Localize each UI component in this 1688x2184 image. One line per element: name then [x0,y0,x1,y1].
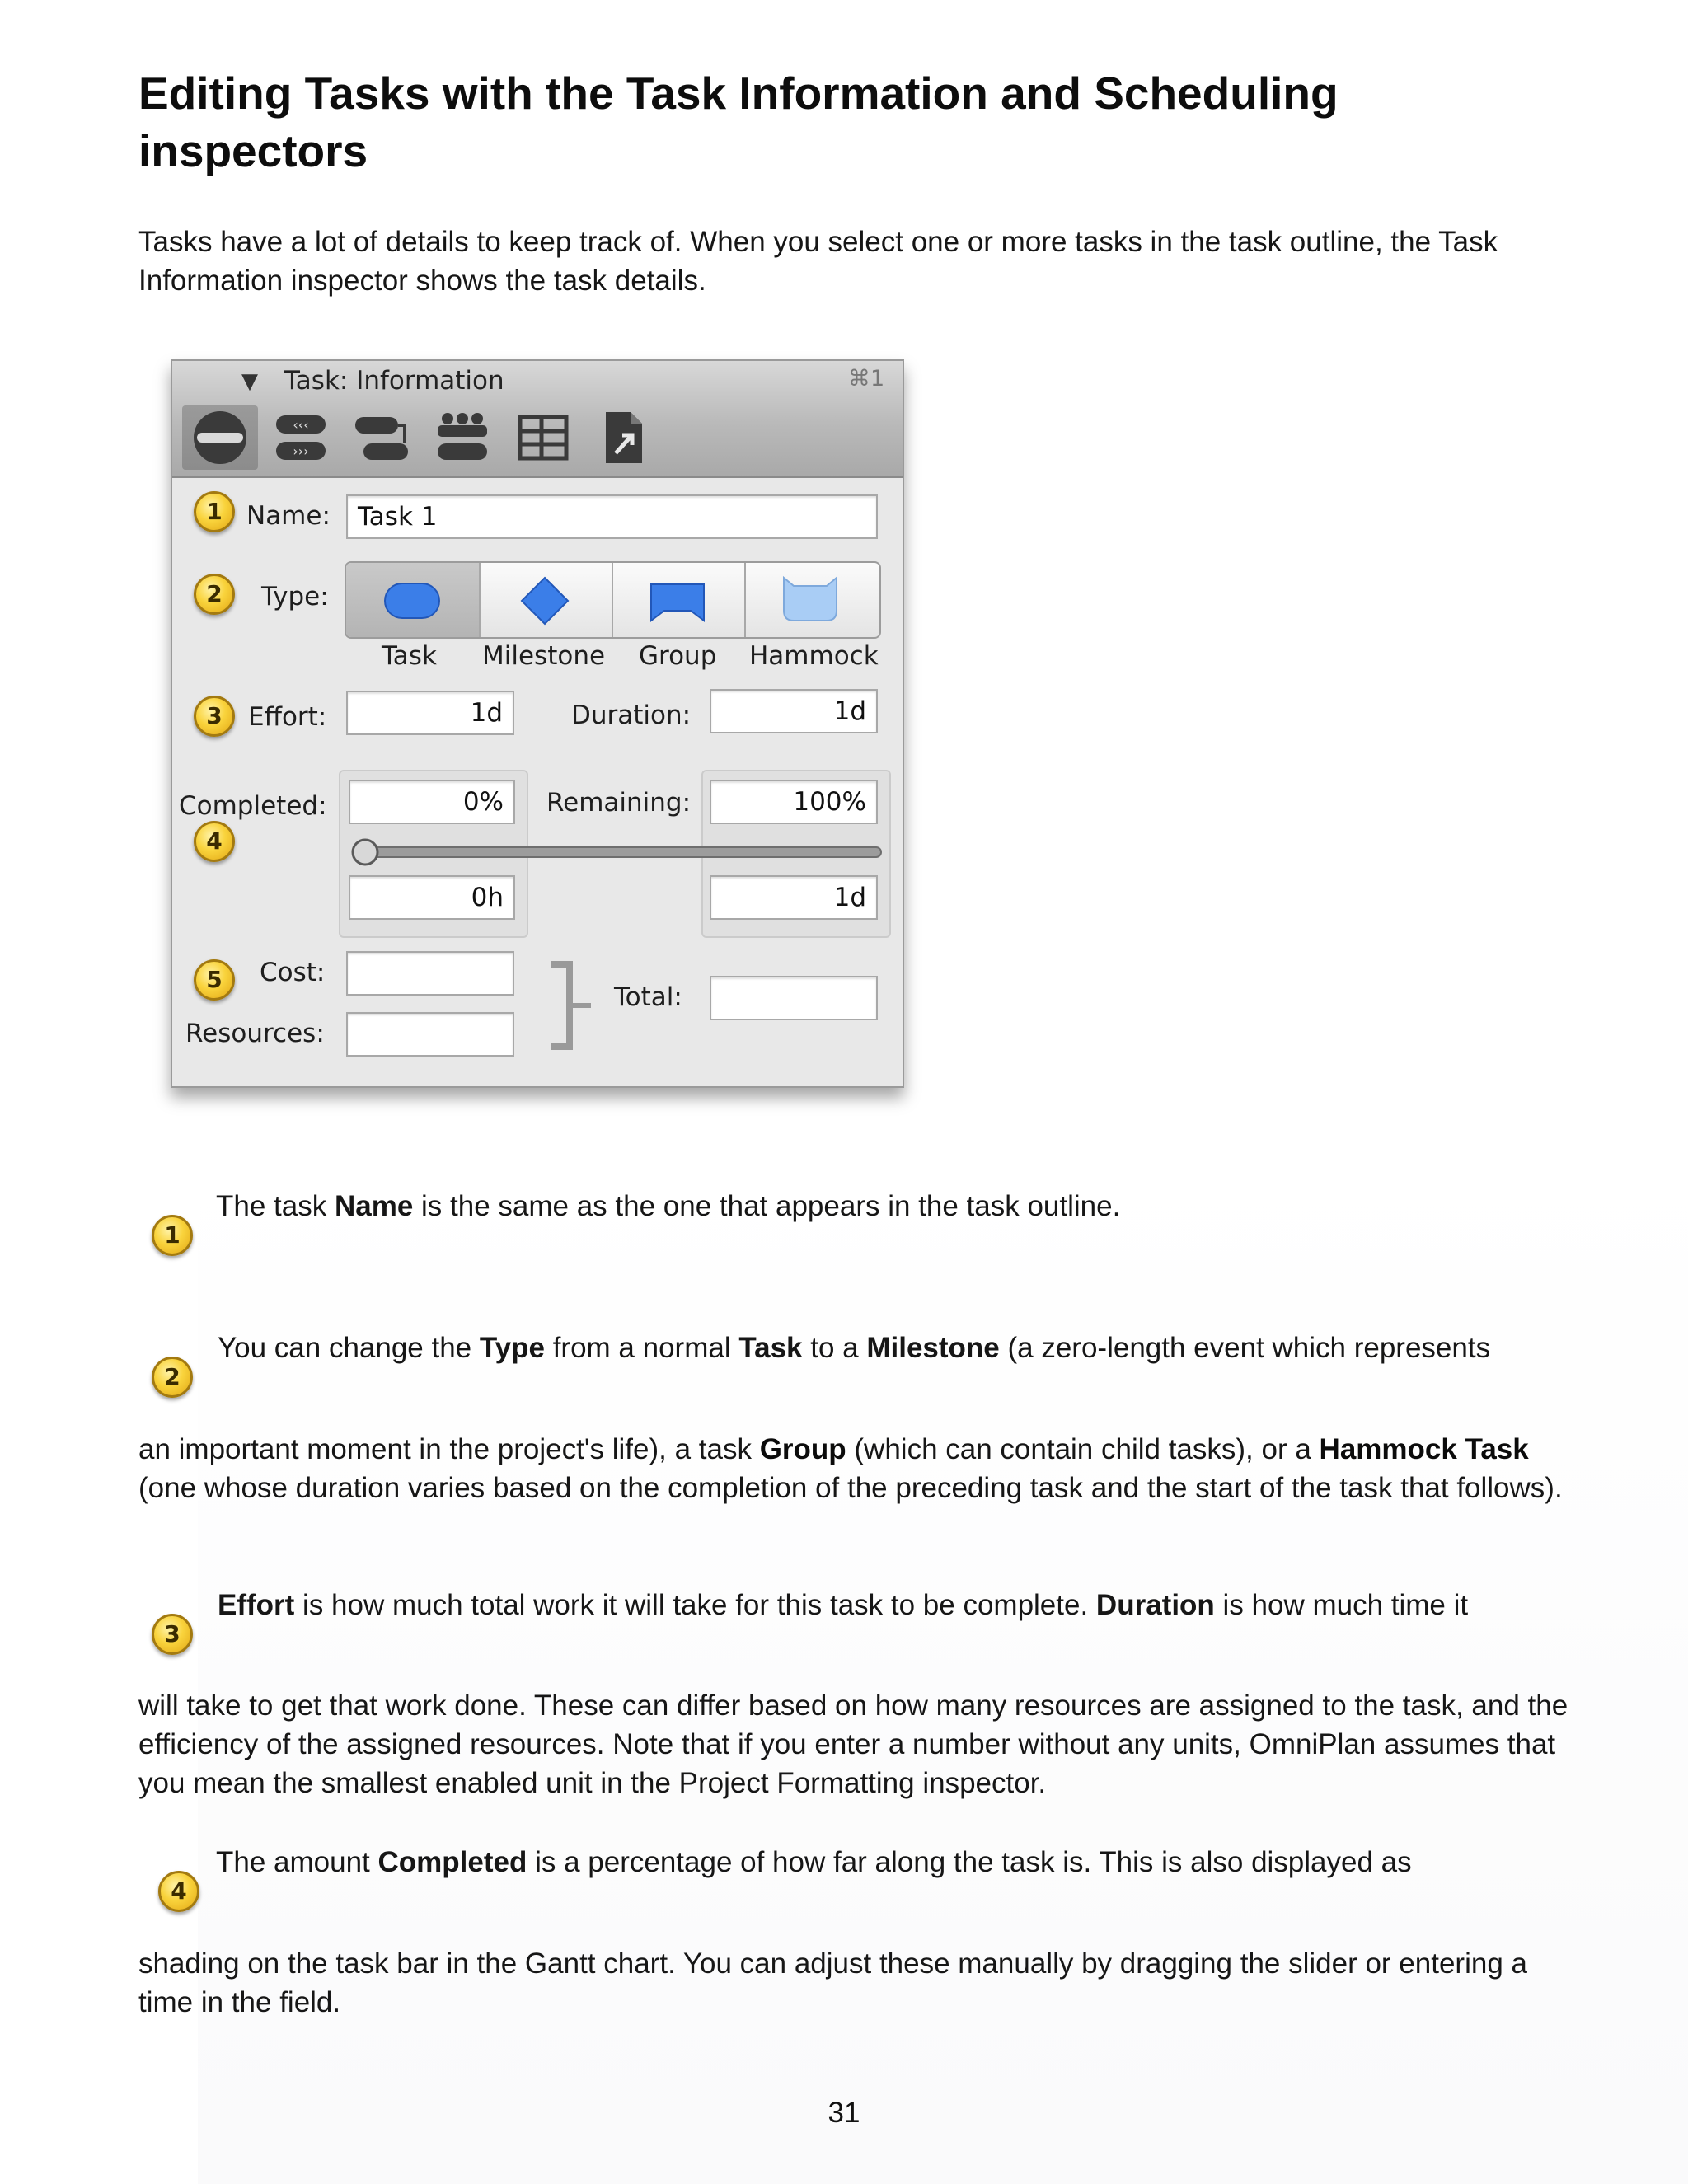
callout-3-first-line: Effort is how much total work it will take for this task to be complete. Duration is how much time it [218,1589,1469,1621]
callout-badge-4: 4 [194,821,235,862]
remaining-label: Remaining: [546,788,692,818]
task-information-inspector [171,359,904,1088]
type-label: Type: [261,582,329,612]
sum-bracket-icon [548,961,606,1052]
scheduling-icon[interactable] [271,409,331,466]
effort-field[interactable]: 1d [346,691,514,735]
cost-label: Cost: [260,958,326,987]
callout-4-continuation: shading on the task bar in the Gantt chart. You can adjust these manually by dragging the slider or entering a time in the field. [138,1947,1527,2018]
callout-2-first-line: You can change the Type from a normal Task to a Milestone (a zero-length event which represents [218,1332,1491,1364]
completion-slider[interactable] [345,836,889,869]
type-hammock-option[interactable] [744,563,877,637]
type-group-caption: Group [639,641,717,671]
resources-field[interactable] [346,1012,514,1057]
duration-field[interactable]: 1d [710,689,878,733]
callout-badge-2: 2 [194,574,235,615]
inspector-header [172,361,903,478]
page-number: 31 [828,2097,860,2129]
milestone-diamond-icon [479,563,612,637]
page-background [198,1154,1688,2184]
group-bracket-icon [612,563,744,637]
name-field[interactable]: Task 1 [346,494,878,539]
intro-paragraph: Tasks have a lot of details to keep track of. When you select one or more tasks in the task outline, the Task Information inspector shows the task details. [138,226,1498,297]
svg-text:›››: ››› [293,443,309,459]
name-label: Name: [246,501,331,531]
remaining-percent-field[interactable]: 100% [710,780,878,824]
callout-badge-1: 1 [152,1215,193,1256]
task-info-icon[interactable] [190,409,250,466]
completed-hours-field[interactable]: 0h [349,875,515,920]
inspector-title: Task: Information [284,366,504,396]
callout-badge-5: 5 [194,959,235,1001]
shortcut-label: ⌘1 [848,366,885,391]
disclosure-triangle-icon[interactable]: ▼ [241,369,258,394]
hammock-icon [744,563,877,637]
completed-label: Completed: [179,791,327,821]
table-icon[interactable] [513,409,573,466]
type-milestone-caption: Milestone [482,641,606,671]
task-shape-icon [346,563,479,637]
svg-text:‹‹‹: ‹‹‹ [293,417,309,433]
callout-badge-3: 3 [152,1614,193,1655]
type-group-option[interactable] [612,563,746,637]
callout-4-first-line: The amount Completed is a percentage of how far along the task is. This is also displayed as [216,1846,1412,1878]
slider-knob[interactable] [353,840,377,865]
cost-field[interactable] [346,951,514,996]
callout-badge-3: 3 [194,696,235,737]
dependencies-icon[interactable] [352,409,411,466]
page-title: Editing Tasks with the Task Information and Scheduling inspectors [138,68,1339,176]
completed-percent-field[interactable]: 0% [349,780,515,824]
callout-2-continuation: an important moment in the project's life), a task Group (which can contain child tasks), or a Hammock Task (one whose duration varies based on the completion of the preceding task and the start of the task that follows). [138,1433,1563,1504]
callout-badge-4: 4 [158,1871,199,1912]
duration-label: Duration: [571,701,692,730]
callout-1-text: The task Name is the same as the one that appears in the task outline. [216,1190,1121,1222]
callout-badge-2: 2 [152,1357,193,1398]
type-milestone-option[interactable] [479,563,613,637]
total-field[interactable] [710,976,878,1020]
type-hammock-caption: Hammock [749,641,879,671]
type-task-caption: Task [382,641,437,671]
type-task-option[interactable] [346,563,481,637]
type-segmented-control [345,561,881,639]
resources-icon[interactable] [433,409,492,466]
callout-3-continuation: will take to get that work done. These can differ based on how many resources are assigned to the task, and the efficiency of the assigned resources. Note that if you enter a number without any units, OmniPlan assumes that you mean the smallest enabled unit in the Project Formatting inspector. [138,1690,1568,1799]
remaining-duration-field[interactable]: 1d [710,875,878,920]
attachment-icon[interactable] [594,409,654,466]
resources-label: Resources: [185,1019,325,1048]
total-label: Total: [614,982,682,1012]
effort-label: Effort: [248,702,327,732]
callout-badge-1: 1 [194,491,235,532]
